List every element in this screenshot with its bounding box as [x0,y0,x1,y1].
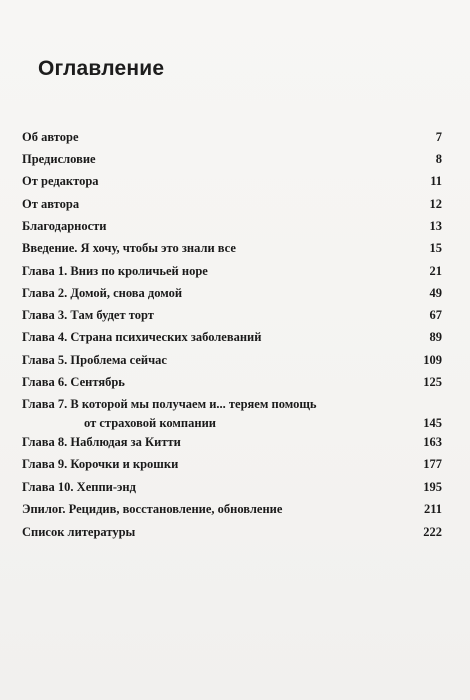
toc-entry-title: Глава 5. Проблема сейчас [22,353,167,367]
toc-entry [22,241,442,256]
toc-entry-page-number: 15 [429,241,442,255]
toc-entry-page-number: 21 [429,264,442,278]
toc-entry-title: Глава 2. Домой, снова домой [22,286,183,300]
toc-entry-title: Эпилог. Рецидив, восстановление, обновление [22,502,283,516]
toc-entry [22,397,442,431]
toc-entry-page-number: 13 [429,219,442,233]
toc-entry-title: От редактора [22,174,99,188]
toc-entry-title: Глава 3. Там будет торт [22,308,154,322]
toc-entry [22,353,442,368]
toc-entry-title: Предисловие [22,152,96,166]
toc-entry [22,197,442,212]
toc-entry [22,525,442,540]
toc-entry-title: Список литературы [22,525,136,539]
toc-entry-title: Глава 1. Вниз по кроличьей норе [22,264,208,278]
toc-entry [22,174,442,189]
toc-entry-title: Глава 10. Хеппи-энд [22,480,136,494]
toc-entry-page-number: 12 [429,197,442,211]
toc-entry [22,375,442,390]
toc-entry-page-number: 211 [423,502,442,516]
toc-entry-page-number: 49 [429,286,442,300]
toc-entry [22,308,442,323]
toc-entry-page-number: 145 [423,416,442,430]
toc-entry-page-number: 222 [423,525,442,539]
toc-entry-title-continued: от страховой компании [84,416,216,430]
toc-entry [22,457,442,472]
toc-entry [22,330,442,345]
toc-entry-title: Глава 9. Корочки и крошки [22,457,179,471]
toc-entry-title: Глава 4. Страна психических заболеваний [22,330,262,344]
toc-entry-page-number: 163 [423,435,442,449]
toc-entry-title: Об авторе [22,130,79,144]
page-title: Оглавление [38,57,165,80]
toc-entry-page-number: 11 [430,174,442,188]
toc-entry-page-number: 177 [423,457,442,471]
toc-entry [22,480,442,495]
toc-entry [22,219,442,234]
toc-entry-title: Благодарности [22,219,107,233]
toc-entry [22,264,442,279]
toc-entry [22,502,442,517]
toc-entry-page-number: 195 [423,480,442,494]
toc-entry [22,286,442,301]
toc-entry [22,152,442,167]
toc-entry-title: От автора [22,197,80,211]
toc-entry-page-number: 8 [435,152,442,166]
toc-entry-title: Глава 6. Сентябрь [22,375,125,389]
toc-entry-page-number: 67 [429,308,442,322]
toc-entry [22,130,442,145]
toc-entry-title: Введение. Я хочу, чтобы это знали все [22,241,236,255]
toc-entry-title: Глава 8. Наблюдая за Китти [22,435,181,449]
toc-entry-title: Глава 7. В которой мы получаем и... теряем помощь [22,397,317,411]
toc-entry-page-number: 89 [429,330,442,344]
toc-entry-page-number: 125 [423,375,442,389]
toc-entry-page-number: 7 [435,130,442,144]
toc-entry [22,435,442,450]
toc-entry-page-number: 109 [423,353,442,367]
